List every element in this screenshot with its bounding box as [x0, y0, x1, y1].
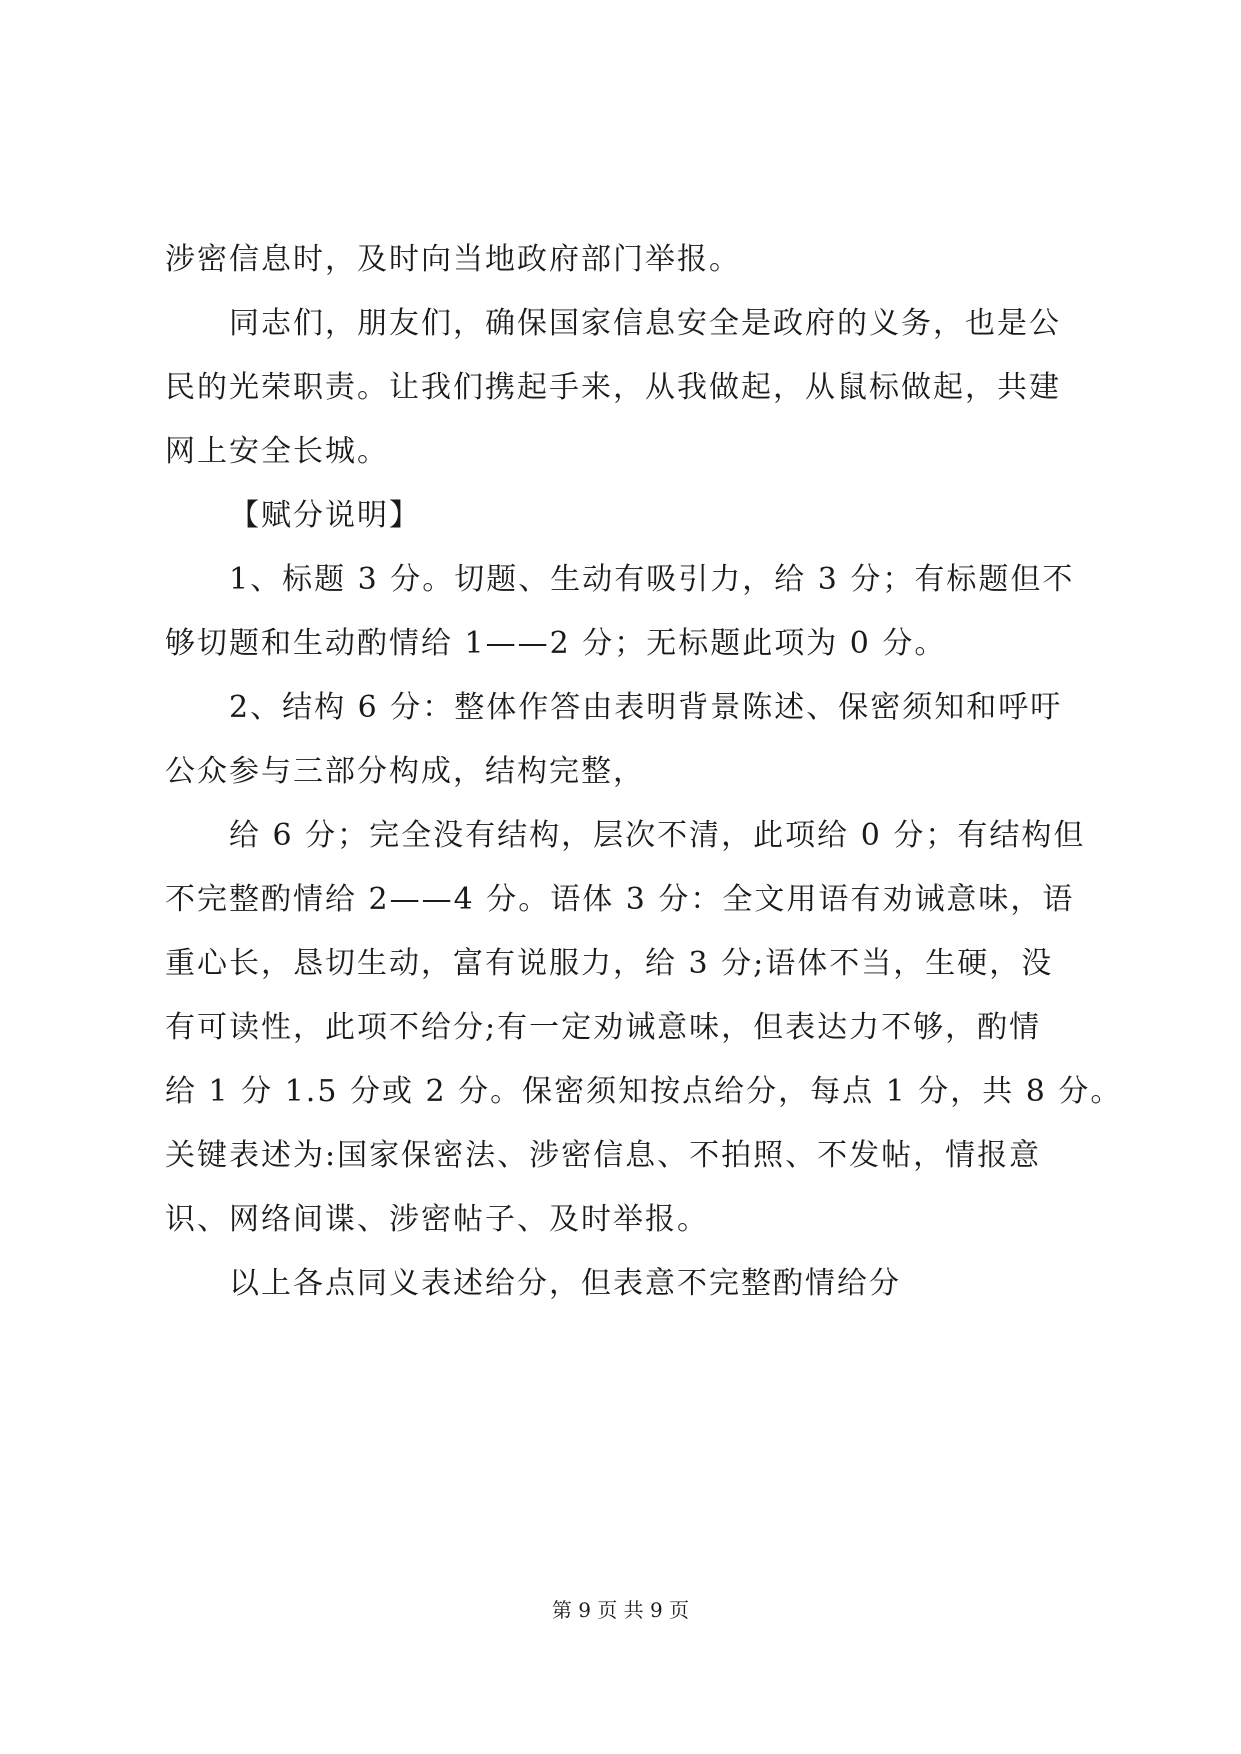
text-line: 有可读性，此项不给分;有一定劝诫意味，但表达力不够，酌情 — [165, 1010, 1042, 1045]
text-line: 给 1 分 1.5 分或 2 分。保密须知按点给分，每点 1 分，共 8 分。 — [165, 1074, 1123, 1109]
section-heading: 【赋分说明】 — [229, 498, 421, 533]
text-line: 网上安全长城。 — [165, 434, 389, 469]
text-line: 1、标题 3 分。切题、生动有吸引力，给 3 分；有标题但不 — [229, 562, 1075, 597]
text-line: 以上各点同义表述给分，但表意不完整酌情给分 — [229, 1266, 901, 1301]
text-line: 2、结构 6 分：整体作答由表明背景陈述、保密须知和呼吁 — [229, 690, 1063, 725]
page-number-footer: 第 9 页 共 9 页 — [551, 1598, 690, 1622]
text-line: 重心长，恳切生动，富有说服力，给 3 分;语体不当，生硬，没 — [165, 946, 1054, 981]
text-line: 够切题和生动酌情给 1——2 分；无标题此项为 0 分。 — [165, 626, 947, 661]
text-line: 公众参与三部分构成，结构完整， — [165, 754, 645, 789]
text-line: 不完整酌情给 2——4 分。语体 3 分：全文用语有劝诫意味，语 — [165, 882, 1075, 917]
text-line: 识、网络间谍、涉密帖子、及时举报。 — [165, 1202, 709, 1237]
text-line: 同志们，朋友们，确保国家信息安全是政府的义务，也是公 — [229, 306, 1061, 341]
text-line: 关键表述为:国家保密法、涉密信息、不拍照、不发帖，情报意 — [165, 1138, 1042, 1173]
document-body — [165, 228, 1123, 1316]
text-line: 给 6 分；完全没有结构，层次不清，此项给 0 分；有结构但 — [229, 818, 1086, 853]
text-line: 涉密信息时，及时向当地政府部门举报。 — [165, 242, 741, 277]
text-line: 民的光荣职责。让我们携起手来，从我做起，从鼠标做起，共建 — [165, 370, 1061, 405]
